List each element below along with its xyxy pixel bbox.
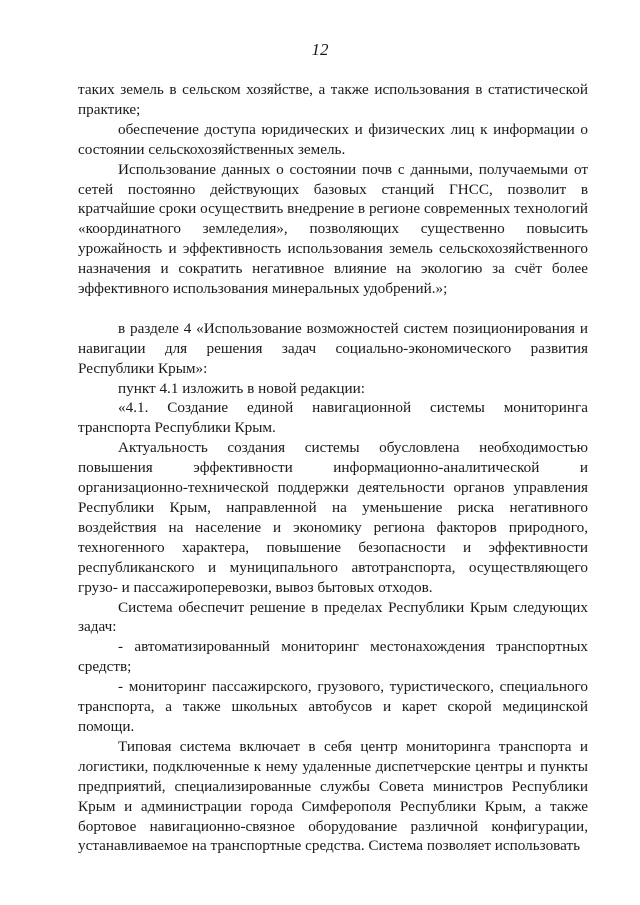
paragraph: Актуальность создания системы обусловлена необходимостью повышения эффективности информационно-аналитической и организационно-технической поддержки деятельности органов управления Республики Крым, направленной на уменьшение риска негативного воздействия на население и экономику региона факторов природного, техногенного характера, повышение безопасности и эффективности республиканского и муниципального автотранспорта, осуществляющего грузо- и пассажироперевозки, вывоз бытовых отходов. — [78, 439, 588, 596]
section-heading: «4.1. Создание единой навигационной системы мониторинга транспорта Республики Крым. — [78, 399, 588, 437]
paragraph: Система обеспечит решение в пределах Республики Крым следующих задач: — [78, 598, 588, 636]
list-item: - автоматизированный мониторинг местонахождения транспортных средств; — [78, 638, 588, 676]
paragraph: Использование данных о состоянии почв с данными, получаемыми от сетей постоянно действующих базовых станций ГНСС, позволит в кратчайшие сроки осуществить внедрение в регионе современных технологий «координатного земледелия», позволяющих существенно повысить урожайность и эффективность использования земель сельскохозяйственного назначения и сократить негативное влияние на экологию за счёт более эффективного использования минеральных удобрений.»; — [78, 160, 588, 298]
list-item: - мониторинг пассажирского, грузового, туристического, специального транспорта, а также школьных автобусов и карет скорой медицинской помощи. — [78, 678, 588, 735]
paragraph: обеспечение доступа юридических и физических лиц к информации о состоянии сельскохозяйственных земель. — [78, 120, 588, 158]
paragraph: в разделе 4 «Использование возможностей систем позиционирования и навигации для решения задач социально-экономического развития Республики Крым»: — [78, 319, 588, 377]
document-body — [78, 80, 588, 856]
page-number: 12 — [311, 40, 329, 59]
paragraph: пункт 4.1 изложить в новой редакции: — [118, 379, 366, 397]
paragraph: таких земель в сельском хозяйстве, а также использования в статистической практике; — [78, 81, 588, 118]
paragraph: Типовая система включает в себя центр мониторинга транспорта и логистики, подключенные к нему удаленные диспетчерские центры и пункты предприятий, специализированные службы Совета министров Республики Крым и администрации города Симферополя Республики Крым, а также бортовое навигационно-связное оборудование различной конфигурации, устанавливаемое на транспортные средства. Система позволяет использовать — [78, 737, 588, 855]
